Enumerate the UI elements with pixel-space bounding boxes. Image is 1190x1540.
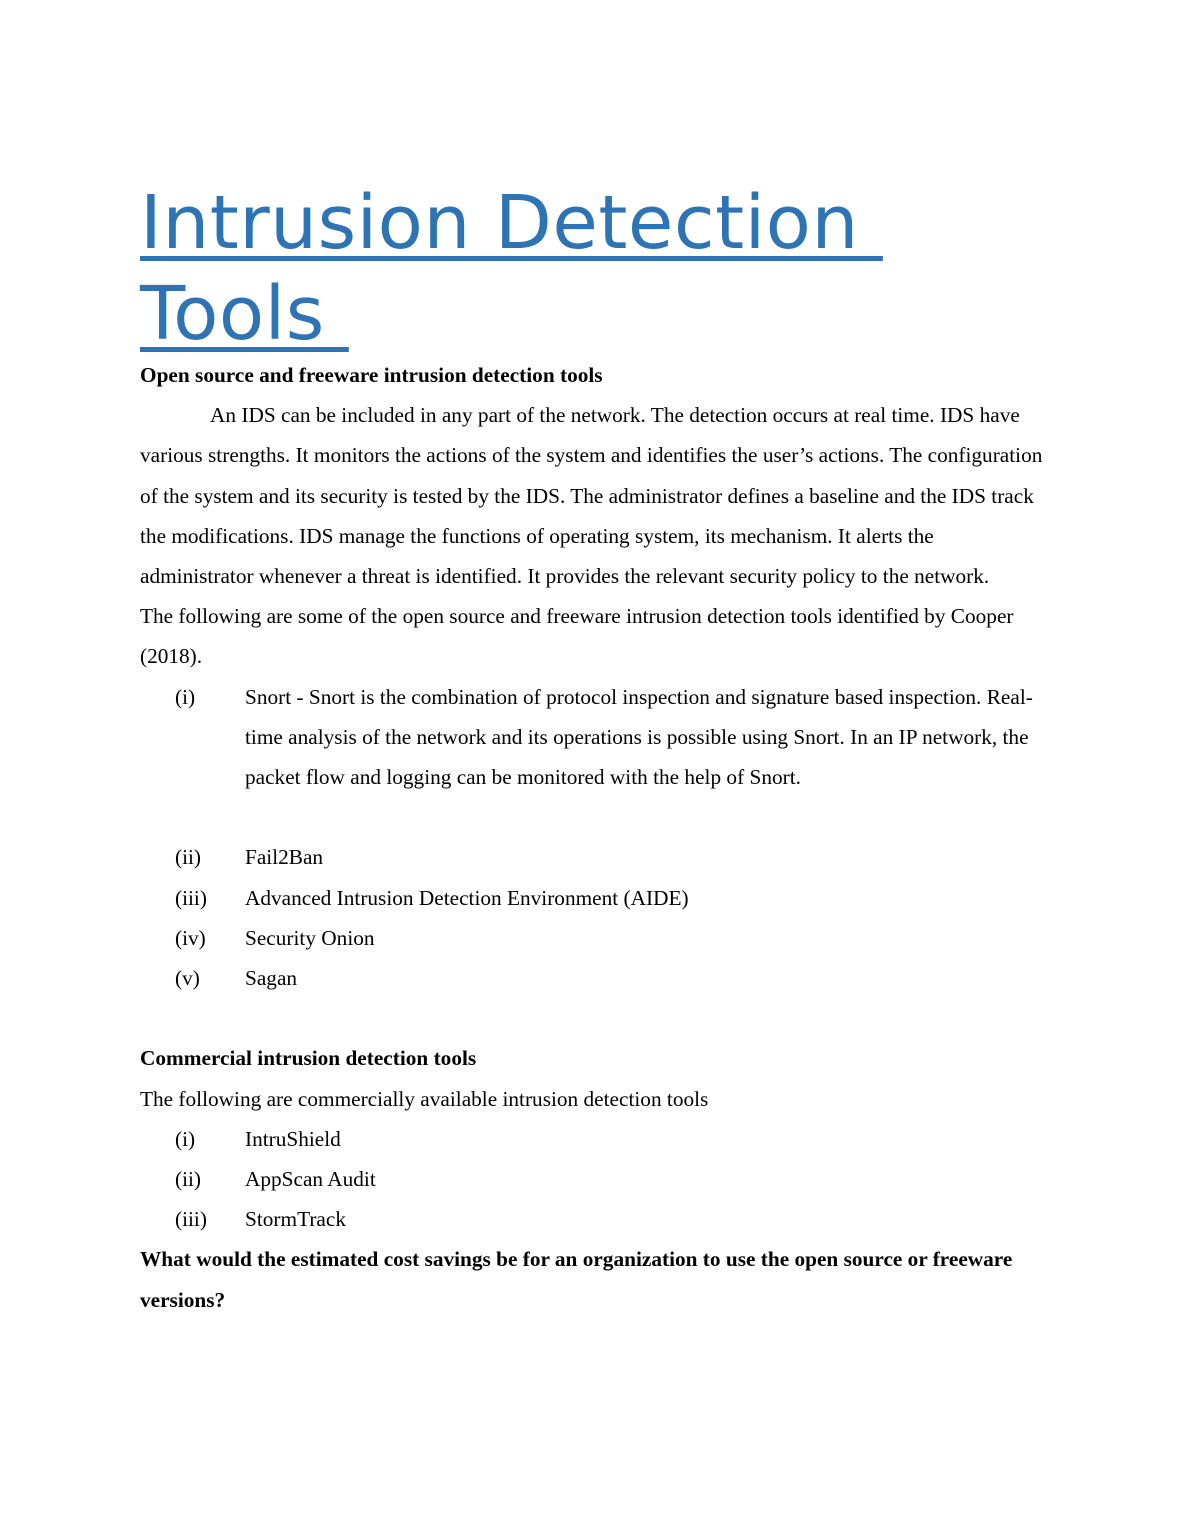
list-text: IntruShield bbox=[245, 1126, 341, 1151]
list-item bbox=[140, 878, 1050, 918]
list-number: (v) bbox=[175, 966, 200, 991]
list-number: (iii) bbox=[175, 885, 207, 910]
open-source-tools-list bbox=[140, 677, 1050, 999]
title-line-2: Tools bbox=[140, 271, 349, 357]
list-item bbox=[140, 837, 1050, 877]
list-text: Snort - Snort is the combination of protocol inspection and signature based inspection. Real-time analysis of the network and its operations is possible using Snort. In an IP network, the packet flow and logging can be monitored with the help of Snort. bbox=[245, 684, 1033, 790]
list-text: AppScan Audit bbox=[245, 1167, 376, 1192]
list-item bbox=[140, 958, 1050, 998]
list-text: Sagan bbox=[245, 966, 298, 991]
section-heading-open-source: Open source and freeware intrusion detection tools bbox=[140, 363, 603, 387]
list-number: (i) bbox=[175, 684, 196, 709]
list-text: Advanced Intrusion Detection Environment (AIDE) bbox=[245, 885, 689, 910]
document-title bbox=[140, 178, 1050, 360]
list-item bbox=[140, 1119, 1050, 1159]
blank-line bbox=[140, 998, 1050, 1038]
cost-savings-question: What would the estimated cost savings be for an organization to use the open source or freeware versions? bbox=[140, 1247, 1013, 1312]
ids-description-paragraph: An IDS can be included in any part of the network. The detection occurs at real time. IDS have various strengths. It monitors the actions of the system and identifies the user’s actions. The configuration of the system and its security is tested by the IDS. The administrator defines a baseline and the IDS track the modifications. IDS manage the functions of operating system, its mechanism. It alerts the administrator whenever a threat is identified. It provides the relevant security policy to the network. bbox=[140, 403, 1043, 589]
list-number: (iii) bbox=[175, 1207, 207, 1232]
blank-line bbox=[140, 797, 1050, 837]
list-text: Security Onion bbox=[245, 925, 375, 950]
list-item bbox=[140, 1159, 1050, 1199]
title-line-1: Intrusion Detection bbox=[140, 180, 883, 266]
commercial-tools-list bbox=[140, 1119, 1050, 1240]
list-number: (iv) bbox=[175, 925, 206, 950]
list-number: (ii) bbox=[175, 845, 202, 870]
list-item bbox=[140, 918, 1050, 958]
list-item bbox=[140, 1199, 1050, 1239]
document-body bbox=[140, 355, 1050, 1320]
list-text: StormTrack bbox=[245, 1207, 346, 1232]
list-number: (ii) bbox=[175, 1167, 202, 1192]
list-number: (i) bbox=[175, 1126, 196, 1151]
commercial-intro: The following are commercially available intrusion detection tools bbox=[140, 1086, 709, 1111]
list-text: Fail2Ban bbox=[245, 845, 324, 870]
section-heading-commercial: Commercial intrusion detection tools bbox=[140, 1046, 477, 1071]
open-source-intro: The following are some of the open source and freeware intrusion detection tools identified by Cooper (2018). bbox=[140, 604, 1014, 669]
list-item bbox=[140, 677, 1050, 798]
